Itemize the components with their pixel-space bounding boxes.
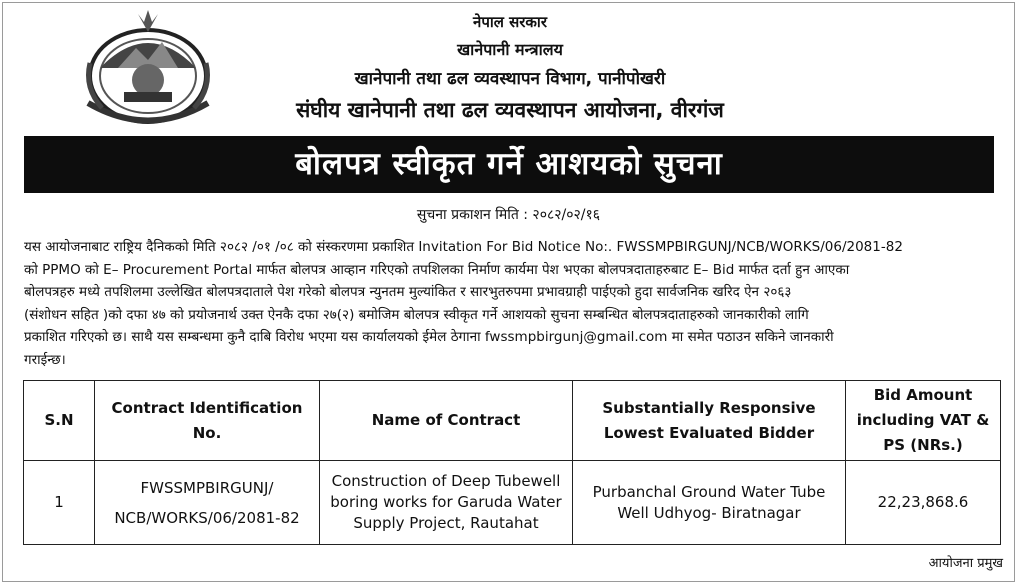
table-header-row <box>24 381 1001 461</box>
cell-contract-id: FWSSMPBIRGUNJ/ NCB/WORKS/06/2081-82 <box>95 461 320 545</box>
header-bid-amount: Bid Amount including VAT & PS (NRs.) <box>846 381 1001 461</box>
nepal-government-emblem-icon <box>78 8 218 128</box>
cell-bid-amount: 22,23,868.6 <box>846 461 1001 545</box>
ministry-name: खानेपानी मन्त्रालय <box>457 40 563 59</box>
table-row <box>24 461 1001 545</box>
award-table <box>23 380 1001 545</box>
header-contract-name: Name of Contract <box>320 381 573 461</box>
body-line: यस आयोजनाबाट राष्ट्रिय दैनिकको मिति २०८२ /०१ /०८ को संस्करणमा प्रकाशित Invitation For Bid Notice No:. FWSSMPBIRGUNJ/NCB/WORKS/06/2081-82 <box>24 239 903 255</box>
notice-body <box>24 236 1004 371</box>
body-line: बोलपत्रहरु मध्ये तपशिलमा उल्लेखित बोलपत्रदाताले पेश गरेको बोलपत्र न्युनतम मुल्यांकित र सारभुतरुपमा प्रभावग्राही पाईएको हुदा सार्वजनिक खरिद ऐन २०६३ <box>24 284 792 300</box>
header-sn: S.N <box>24 381 95 461</box>
body-line: प्रकाशित गरिएको छ। साथै यस सम्बन्धमा कुनै दाबि विरोध भएमा यस कार्यालयको ईमेल ठेगाना fwssmpbirgunj@gmail.com मा समेत पठाउन सकिने जानकारी <box>24 329 834 345</box>
cell-contract-name: Construction of Deep Tubewell boring works for Garuda Water Supply Project, Rautahat <box>320 461 573 545</box>
cell-bidder: Purbanchal Ground Water Tube Well Udhyog- Biratnagar <box>573 461 846 545</box>
header-contract-id: Contract Identification No. <box>95 381 320 461</box>
body-line: (संशोधन सहित )को दफा ४७ को प्रयोजनार्थ उक्त ऐनकै दफा २७(२) बमोजिम बोलपत्र स्वीकृत गर्ने आशयको सुचना सम्बन्धित बोलपत्रदाताहरुको जानकारीको लागि <box>24 306 809 323</box>
notice-title: बोलपत्र स्वीकृत गर्ने आशयको सुचना <box>24 136 994 193</box>
signature-label: आयोजना प्रमुख <box>928 556 1003 571</box>
publication-date: सुचना प्रकाशन मिति : २०८२/०२/१६ <box>416 207 601 223</box>
project-name: संघीय खानेपानी तथा ढल व्यवस्थापन आयोजना, वीरगंज <box>296 98 724 122</box>
header-bidder: Substantially Responsive Lowest Evaluated Bidder <box>573 381 846 461</box>
body-line: को PPMO को E– Procurement Portal मार्फत बोलपत्र आव्हान गरिएको तपशिलका निर्माण कार्यमा पेश भएका बोलपत्रदाताहरुबाट E– Bid मार्फत दर्ता हुन आएका <box>24 261 850 278</box>
department-name: खानेपानी तथा ढल व्यवस्थापन विभाग, पानीपोखरी <box>354 69 666 89</box>
body-line: गराईन्छ। <box>24 351 66 368</box>
cell-sn: 1 <box>24 461 95 545</box>
government-name: नेपाल सरकार <box>473 13 547 31</box>
